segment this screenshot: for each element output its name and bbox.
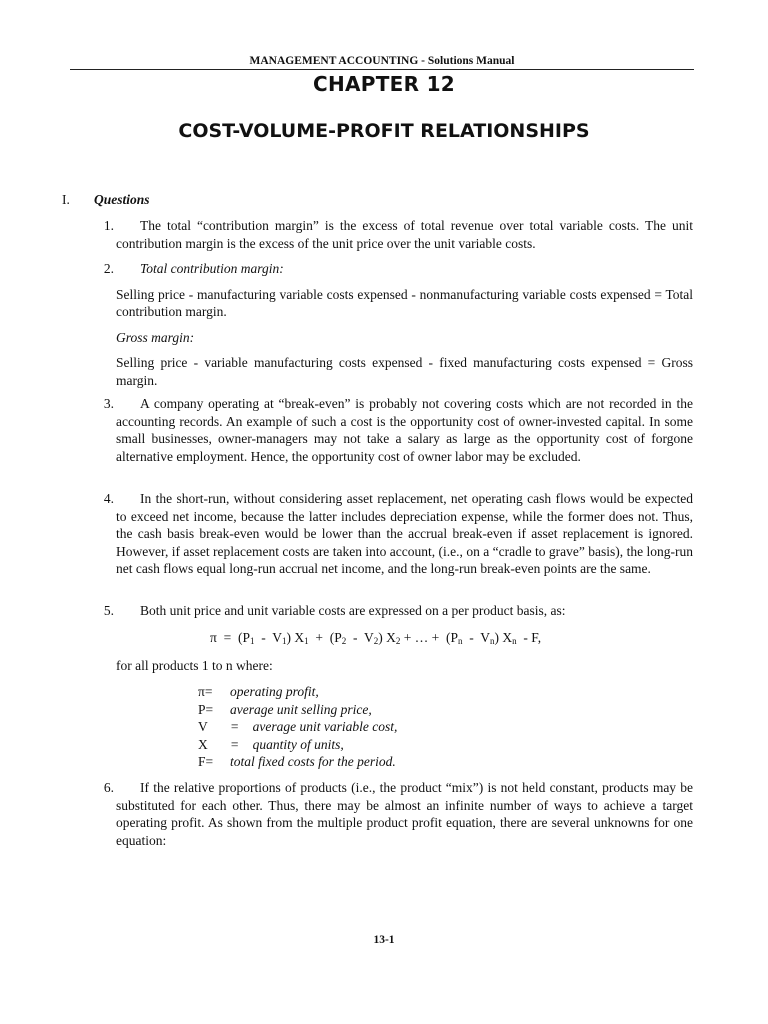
question-text: Selling price - variable manufacturing costs expensed - fixed manufacturing costs expensed = Gross margin.: [116, 355, 693, 388]
question-text: Selling price - manufacturing variable costs expensed - nonmanufacturing variable costs expensed = Total contribution margin.: [116, 286, 693, 319]
question-text: The total “contribution margin” is the excess of total revenue over total variable costs. The unit contribution margin is the excess of the unit price over the unit variable costs.: [116, 218, 693, 251]
question-3: [103, 395, 693, 465]
question-number: 3.: [103, 396, 114, 411]
question-4: [103, 490, 693, 578]
question-1: [103, 217, 693, 252]
question-text: In the short-run, without considering asset replacement, net operating cash flows would be expected to exceed net income, because the latter includes depreciation expense, while the former does not. Thus, the cash basis break-even would be lower than the accrual break-even if asset replacement is ignored. However, if asset replacement costs are taken into account, (i.e., on a “cradle to grave” basis), the long-run net cash flows equal long-run accrual net income, and the long-run break-even points are the same.: [116, 491, 693, 576]
section-number: I.: [62, 192, 70, 207]
question-number: 5.: [103, 603, 114, 618]
question-number: 6.: [103, 780, 114, 795]
question-number: 2.: [103, 261, 114, 276]
question-number: 4.: [103, 491, 114, 506]
definition-row: π= operating profit,: [198, 684, 319, 699]
question-label: Gross margin:: [116, 329, 195, 345]
variable-definitions: [198, 683, 397, 771]
chapter-number: CHAPTER 12: [312, 72, 456, 96]
definition-row: X = quantity of units,: [198, 736, 344, 752]
section-label: Questions: [94, 192, 150, 207]
question-2: [103, 260, 693, 389]
running-header: MANAGEMENT ACCOUNTING - Solutions Manual: [70, 55, 694, 70]
question-label: Total contribution margin:: [140, 261, 284, 276]
question-text: A company operating at “break-even” is probably not covering costs which are not recorded in the accounting records. An example of such a cost is the opportunity cost of owner-invested capital. In some small businesses, owner-managers may not take a salary as large as the opportunity cost of forgone alternative employment. Hence, the opportunity cost of owner labor may be excluded.: [116, 396, 693, 464]
page-number: 13-1: [373, 934, 395, 946]
question-5: [103, 602, 693, 620]
question-number: 1.: [103, 218, 114, 233]
profit-formula: $\pi = (P_1 - V_1) X_1 + (P_2 - V_2) X_2$ + … + $(P_n - V_n)$ $X_n$ - F,: [210, 630, 542, 646]
question-6: [103, 779, 693, 849]
question-text: Both unit price and unit variable costs are expressed on a per product basis, as:: [140, 603, 566, 618]
formula-condition: for all products 1 to n where:: [116, 658, 273, 673]
definition-row: V = average unit variable cost,: [198, 719, 398, 734]
definition-row: F= total fixed costs for the period.: [198, 754, 396, 769]
section-heading: [62, 192, 150, 208]
question-text: If the relative proportions of products (i.e., the product “mix”) is not held constant, products may be substituted for each other. Thus, there may be almost an infinite number of ways to achieve a target operating profit. As shown from the multiple product profit equation, there are several unknowns for one equation:: [116, 780, 693, 848]
chapter-title: COST-VOLUME-PROFIT RELATIONSHIPS: [178, 120, 590, 142]
definition-row: P= average unit selling price,: [198, 701, 372, 717]
